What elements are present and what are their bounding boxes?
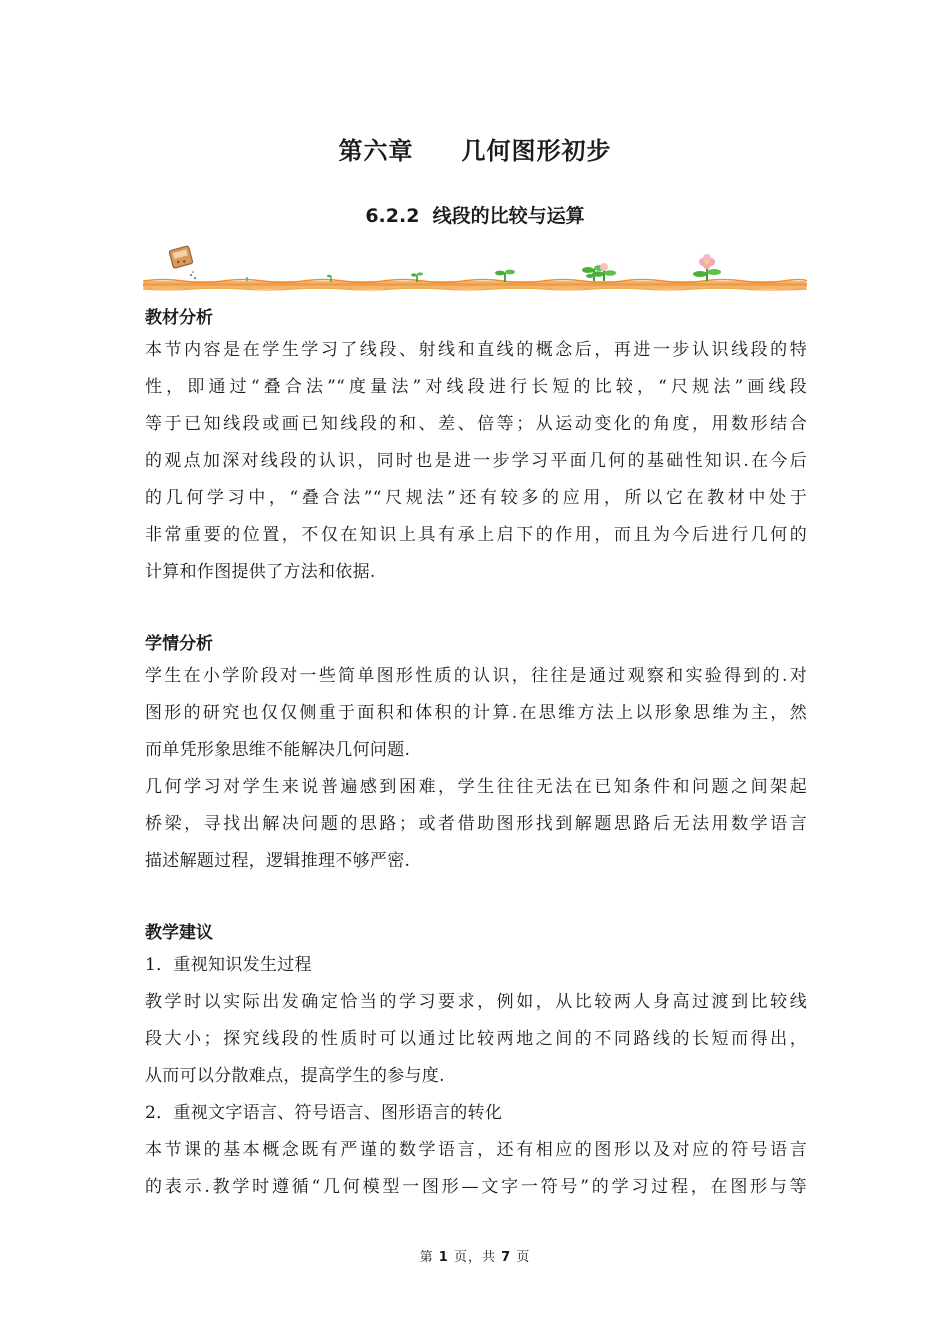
list-item-title: 1．重视知识发生过程 xyxy=(145,955,312,975)
paragraph-line: 描述解题过程，逻辑推理不够严密. xyxy=(145,851,411,871)
footer-prefix: 第 xyxy=(419,1250,434,1265)
paragraph-line: 的表示.教学时遵循“几何模型一图形—文字一符号”的学习过程，在图形与等 xyxy=(145,1177,807,1197)
paragraph-line: 本节课的基本概念既有严谨的数学语言，还有相应的图形以及对应的符号语言 xyxy=(145,1140,807,1160)
heading-student-analysis: 学情分析 xyxy=(145,634,213,654)
page-number: 1 xyxy=(438,1250,449,1265)
paragraph-line: 性，即通过“叠合法”“度量法”对线段进行长短的比较，“尺规法”画线段 xyxy=(145,377,807,397)
paragraph-line: 计算和作图提供了方法和依据. xyxy=(145,562,376,582)
footer-middle: 页，共 xyxy=(453,1250,496,1265)
list-item-title: 2．重视文字语言、符号语言、图形语言的转化 xyxy=(145,1103,503,1123)
paragraph-line: 学生在小学阶段对一些简单图形性质的认识，往往是通过观察和实验得到的.对 xyxy=(145,666,807,686)
paragraph-line: 的几何学习中，“叠合法”“尺规法”还有较多的应用，所以它在教材中处于 xyxy=(145,488,807,508)
seeds xyxy=(190,271,196,279)
heading-material-analysis: 教材分析 xyxy=(145,308,213,328)
page-footer xyxy=(0,1246,950,1265)
flower-icon xyxy=(592,263,616,281)
paragraph-line: 教学时以实际出发确定恰当的学习要求，例如，从比较两人身高过渡到比较线 xyxy=(145,992,807,1012)
chapter-number: 第六章 xyxy=(338,137,414,165)
paragraph-line: 几何学习对学生来说普遍感到困难，学生往往无法在已知条件和问题之间架起 xyxy=(145,777,807,797)
heading-teaching-suggestions: 教学建议 xyxy=(145,923,213,943)
growth-banner xyxy=(143,245,807,297)
chapter-name: 几何图形初步 xyxy=(461,137,612,165)
paragraph-line: 段大小；探究线段的性质时可以通过比较两地之间的不同路线的长短而得出， xyxy=(145,1029,807,1049)
flower-icon xyxy=(693,254,721,281)
footer-suffix: 页 xyxy=(516,1250,531,1265)
paragraph-line: 图形的研究也仅仅侧重于面积和体积的计算.在思维方法上以形象思维为主，然 xyxy=(145,703,807,723)
seed-bag-icon xyxy=(169,246,193,269)
paragraph-line: 非常重要的位置，不仅在知识上具有承上启下的作用，而且为今后进行几何的 xyxy=(145,525,807,545)
paragraph-line: 桥梁，寻找出解决问题的思路；或者借助图形找到解题思路后无法用数学语言 xyxy=(145,814,807,834)
chapter-title xyxy=(0,131,950,166)
paragraph-line: 而单凭形象思维不能解决几何问题. xyxy=(145,740,411,760)
page-total: 7 xyxy=(501,1250,512,1265)
paragraph-line: 等于已知线段或画已知线段的和、差、倍等；从运动变化的角度，用数形结合 xyxy=(145,414,807,434)
paragraph-line: 本节内容是在学生学习了线段、射线和直线的概念后，再进一步认识线段的特 xyxy=(145,340,807,360)
sprout-icon xyxy=(327,275,331,282)
document-body xyxy=(145,302,807,1206)
ground-strip xyxy=(143,280,807,291)
paragraph-line: 的观点加深对线段的认识，同时也是进一步学习平面几何的基础性知识.在今后 xyxy=(145,451,807,471)
paragraph-line: 从而可以分散难点，提高学生的参与度. xyxy=(145,1066,445,1086)
section-title: 6.2.2 线段的比较与运算 xyxy=(365,205,585,227)
